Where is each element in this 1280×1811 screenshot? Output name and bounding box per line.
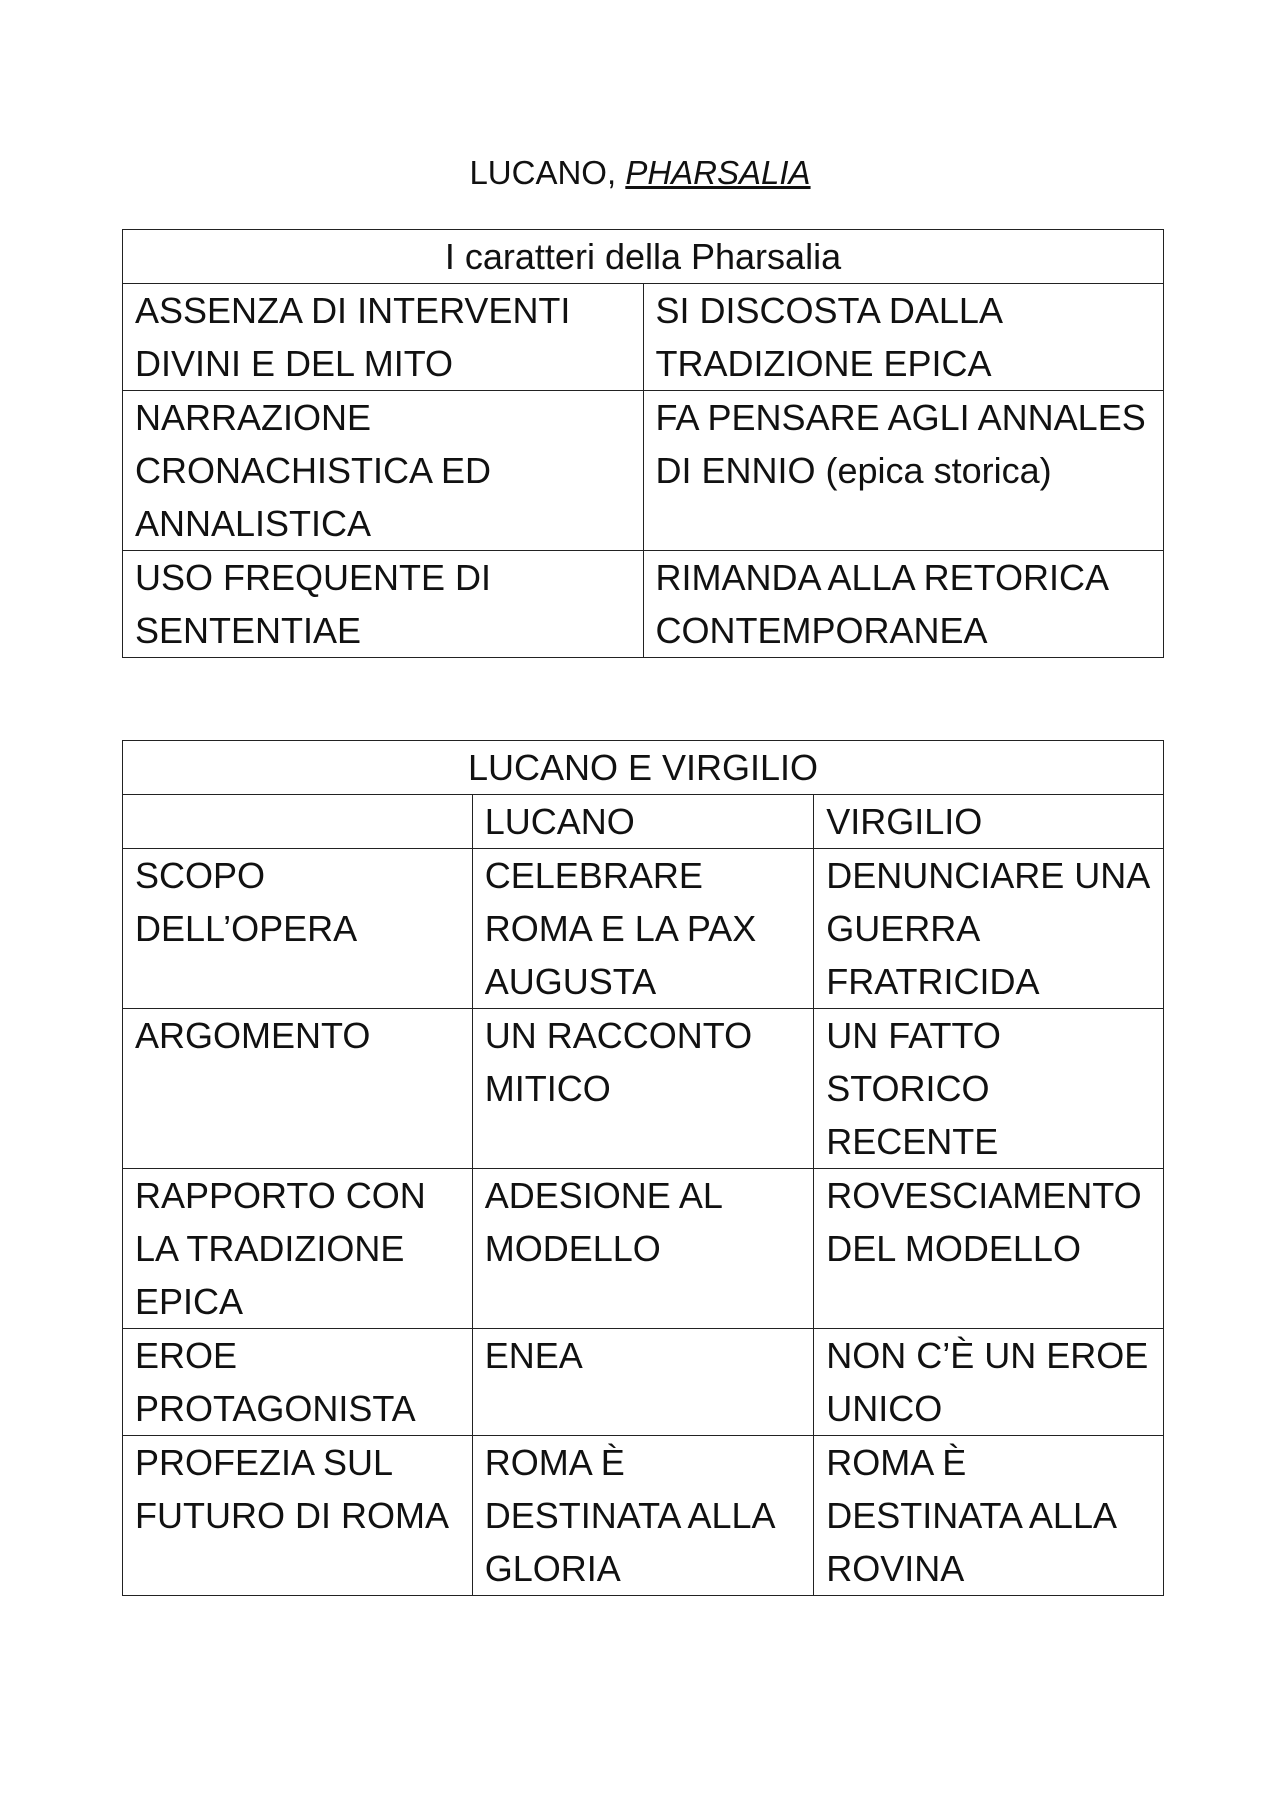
cell-line: ASSENZA DI INTERVENTI	[135, 290, 571, 331]
row-label-cell	[123, 1436, 473, 1596]
virgilio-cell	[814, 849, 1164, 1009]
feature-cell	[123, 284, 644, 391]
cell-line: GUERRA	[826, 908, 981, 949]
table-row	[123, 1009, 1164, 1169]
cell-line: CELEBRARE	[484, 855, 703, 896]
cell-line: RAPPORTO CON	[135, 1175, 426, 1216]
title-work: PHARSALIA	[625, 154, 811, 191]
cell-line: GLORIA	[484, 1548, 621, 1589]
cell-line: ARGOMENTO	[135, 1015, 371, 1056]
title-author: LUCANO,	[469, 154, 617, 191]
cell-line: DESTINATA ALLA	[826, 1495, 1117, 1536]
cell-line: FA PENSARE AGLI ANNALES	[655, 397, 1146, 438]
meaning-cell	[643, 391, 1164, 551]
cell-line: CRONACHISTICA ED	[135, 450, 492, 491]
cell-line: MODELLO	[484, 1228, 661, 1269]
table-row	[123, 391, 1164, 551]
cell-line: STORICO RECENTE	[826, 1068, 999, 1162]
row-label-cell	[123, 1329, 473, 1436]
column-header-lucano: LUCANO	[472, 795, 813, 849]
table-heading: I caratteri della Pharsalia	[123, 230, 1164, 284]
lucano-cell	[472, 1169, 813, 1329]
cell-line: FRATRICIDA	[826, 961, 1040, 1002]
cell-line: CONTEMPORANEA	[655, 610, 988, 651]
cell-line: ROMA È	[484, 1442, 625, 1483]
table-lucano-virgilio	[122, 740, 1164, 1596]
cell-line: FUTURO DI ROMA	[135, 1495, 449, 1536]
cell-line: AUGUSTA	[484, 961, 657, 1002]
cell-line: USO FREQUENTE DI	[135, 557, 492, 598]
cell-line: SI DISCOSTA DALLA	[655, 290, 1003, 331]
virgilio-cell	[814, 1169, 1164, 1329]
virgilio-cell	[814, 1329, 1164, 1436]
feature-cell	[123, 551, 644, 658]
cell-line: ADESIONE AL	[484, 1175, 723, 1216]
cell-line: RIMANDA ALLA RETORICA	[655, 557, 1109, 598]
cell-line: LA TRADIZIONE	[135, 1228, 405, 1269]
empty-header-cell	[123, 795, 473, 849]
cell-line: DIVINI E DEL MITO	[135, 343, 454, 384]
cell-line: DEL MODELLO	[826, 1228, 1081, 1269]
table-heading-row	[123, 741, 1164, 795]
cell-line: ROMA E LA PAX	[484, 908, 757, 949]
cell-line: UNICO	[826, 1388, 943, 1429]
page-title	[0, 153, 1280, 193]
table-row	[123, 1436, 1164, 1596]
cell-line: ENEA	[484, 1335, 583, 1376]
lucano-cell	[472, 849, 813, 1009]
virgilio-cell	[814, 1436, 1164, 1596]
table-caratteri-pharsalia	[122, 229, 1164, 658]
column-header-row	[123, 795, 1164, 849]
cell-line: MITICO	[484, 1068, 611, 1109]
lucano-cell	[472, 1009, 813, 1169]
lucano-cell	[472, 1329, 813, 1436]
lucano-cell	[472, 1436, 813, 1596]
cell-line: ROMA È	[826, 1442, 967, 1483]
row-label-cell	[123, 1009, 473, 1169]
feature-cell	[123, 391, 644, 551]
table-row	[123, 1329, 1164, 1436]
table-row	[123, 849, 1164, 1009]
meaning-cell	[643, 284, 1164, 391]
cell-line: PROTAGONISTA	[135, 1388, 416, 1429]
meaning-cell	[643, 551, 1164, 658]
cell-line: ROVESCIAMENTO	[826, 1175, 1142, 1216]
cell-line: TRADIZIONE EPICA	[655, 343, 992, 384]
cell-line: SCOPO	[135, 855, 266, 896]
table-row	[123, 284, 1164, 391]
cell-line: EPICA	[135, 1281, 244, 1322]
cell-line: DESTINATA ALLA	[484, 1495, 776, 1536]
table-heading: LUCANO E VIRGILIO	[123, 741, 1164, 795]
row-label-cell	[123, 1169, 473, 1329]
cell-line: PROFEZIA SUL	[135, 1442, 394, 1483]
row-label-cell	[123, 849, 473, 1009]
cell-line: SENTENTIAE	[135, 610, 362, 651]
virgilio-cell	[814, 1009, 1164, 1169]
table-row	[123, 551, 1164, 658]
cell-line: NARRAZIONE	[135, 397, 372, 438]
cell-line: DENUNCIARE UNA	[826, 855, 1151, 896]
cell-line: ANNALISTICA	[135, 503, 372, 544]
cell-line: NON C’È UN EROE	[826, 1335, 1149, 1376]
cell-line: UN RACCONTO	[484, 1015, 753, 1056]
cell-line: DELL’OPERA	[135, 908, 358, 949]
cell-line: EROE	[135, 1335, 238, 1376]
cell-line: ROVINA	[826, 1548, 965, 1589]
cell-line: DI ENNIO (epica storica)	[655, 450, 1052, 491]
column-header-virgilio: VIRGILIO	[814, 795, 1164, 849]
cell-line: UN FATTO	[826, 1015, 1001, 1056]
table-row	[123, 1169, 1164, 1329]
table-heading-row	[123, 230, 1164, 284]
